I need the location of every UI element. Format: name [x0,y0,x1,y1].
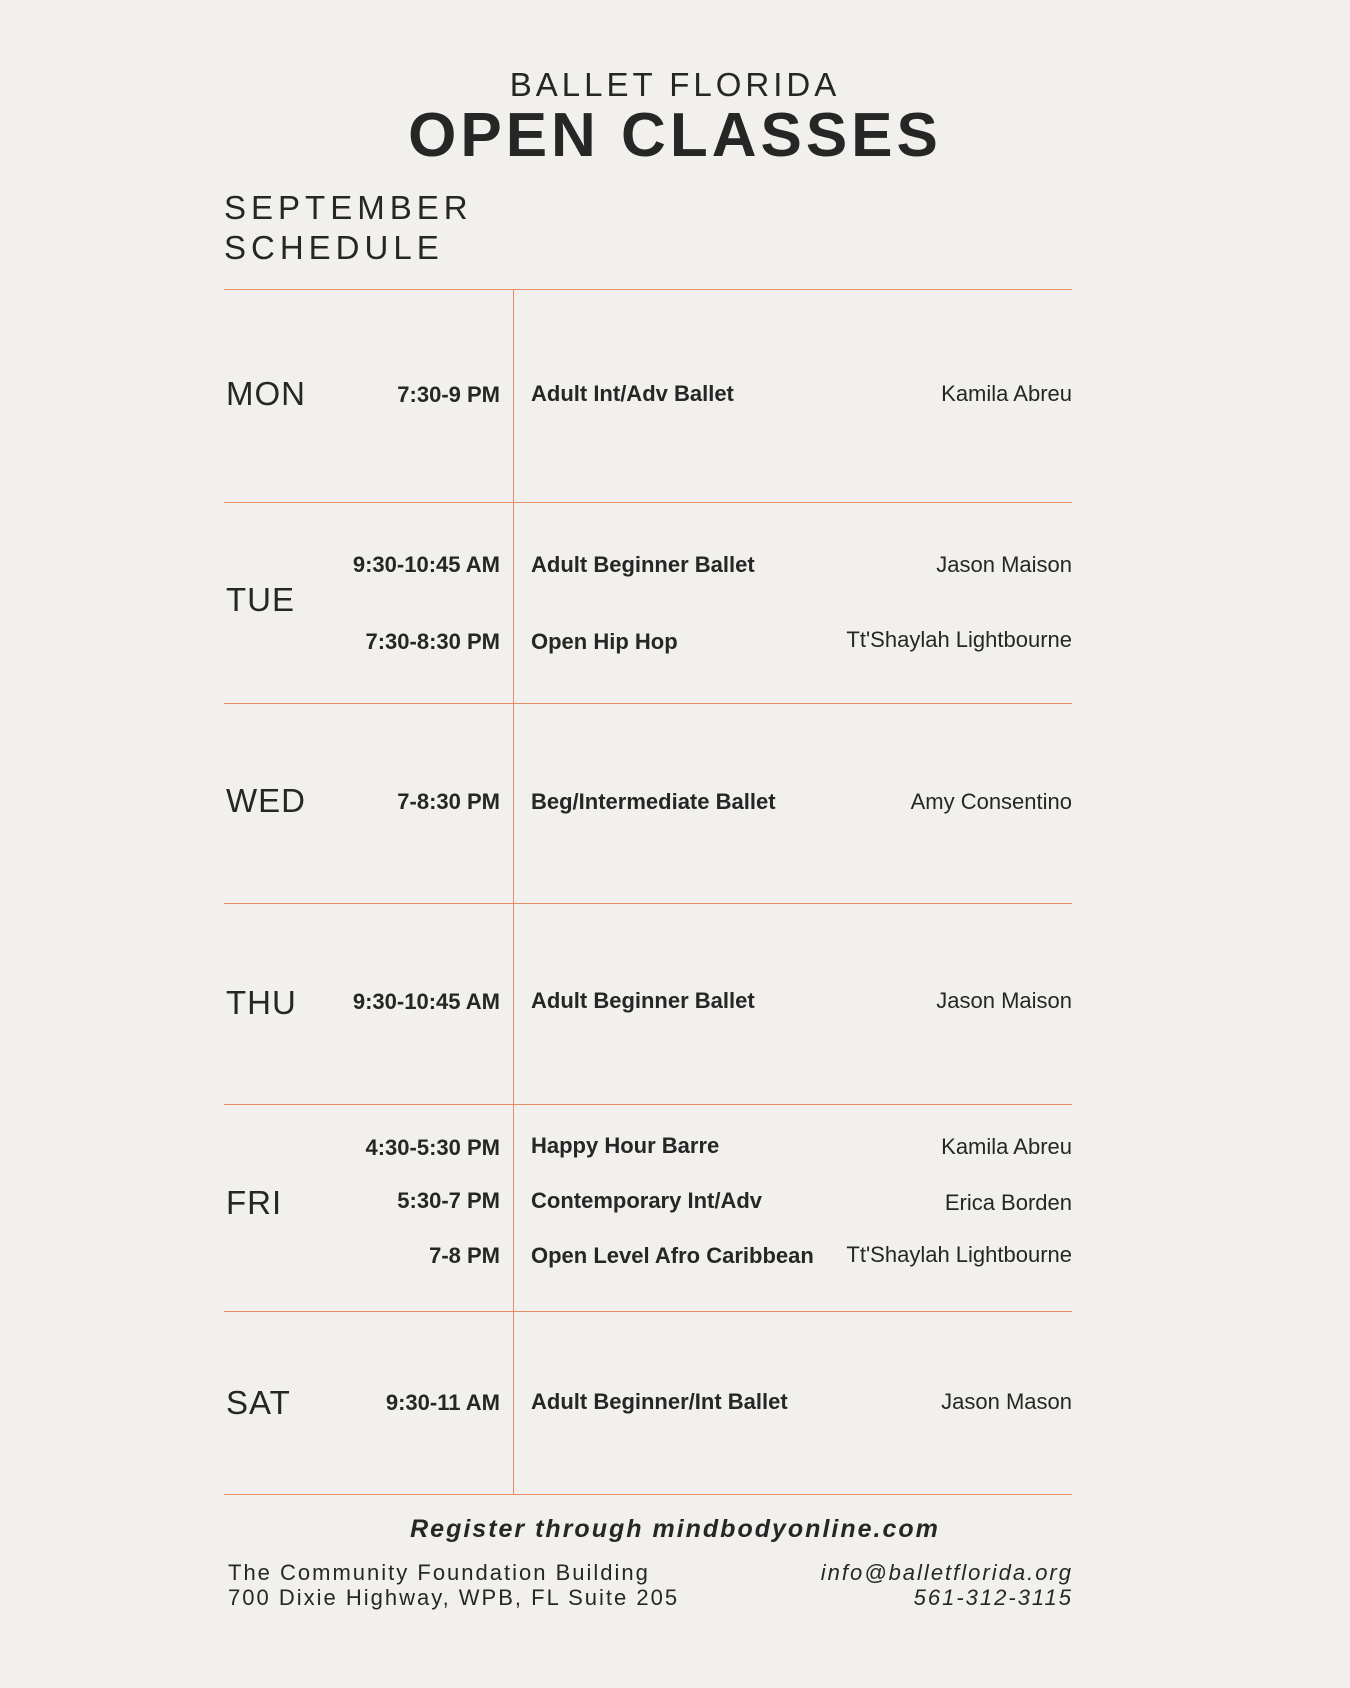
column-divider [513,289,514,1494]
class-instructor: Erica Borden [944,1190,1072,1215]
address-line-1: The Community Foundation Building [228,1560,650,1585]
org-name: BALLET FLORIDA [509,66,841,103]
class-instructor: Jason Mason [941,1389,1072,1414]
class-instructor: Amy Consentino [910,789,1072,814]
divider [224,1311,1072,1312]
email: info@balletflorida.org [820,1560,1073,1585]
class-instructor: Tt'Shaylah Lightbourne [846,627,1072,652]
day-label: WED [226,782,306,819]
day-label: FRI [226,1184,283,1221]
class-time: 7:30-8:30 PM [365,629,500,654]
class-name: Adult Beginner/Int Ballet [531,1389,788,1414]
address [228,1560,679,1610]
day-label: MON [226,375,306,412]
class-time: 7:30-9 PM [397,382,500,407]
divider [224,1104,1072,1105]
contact-info [821,1560,1073,1610]
divider [224,703,1072,704]
class-instructor: Jason Maison [936,988,1072,1013]
subtitle-schedule: SCHEDULE [224,229,444,266]
class-instructor: Kamila Abreu [941,381,1072,406]
class-instructor: Jason Maison [936,552,1072,577]
class-name: Adult Beginner Ballet [531,988,755,1013]
class-name: Happy Hour Barre [531,1133,720,1158]
class-instructor: Tt'Shaylah Lightbourne [846,1242,1072,1267]
class-time: 9:30-11 AM [385,1390,500,1415]
class-time: 9:30-10:45 AM [352,552,500,577]
class-name: Open Level Afro Caribbean [531,1243,814,1268]
page-title: OPEN CLASSES [408,101,942,170]
address-line-2: 700 Dixie Highway, WPB, FL Suite 205 [228,1585,680,1610]
divider [224,1494,1072,1495]
divider [224,903,1072,904]
class-name: Contemporary Int/Adv [531,1188,763,1213]
register-note: Register through mindbodyonline.com [410,1515,940,1543]
class-time: 5:30-7 PM [397,1188,500,1213]
class-name: Beg/Intermediate Ballet [531,789,776,814]
subtitle-month: SEPTEMBER [224,189,473,226]
class-time: 7-8 PM [429,1243,500,1268]
divider [224,502,1072,503]
day-label: SAT [226,1384,291,1421]
class-name: Open Hip Hop [531,629,678,654]
phone: 561-312-3115 [913,1585,1073,1610]
day-label: THU [226,984,297,1021]
schedule-subtitle [224,188,473,268]
divider [224,289,1072,290]
class-instructor: Kamila Abreu [941,1134,1072,1159]
class-time: 4:30-5:30 PM [365,1135,500,1160]
day-label: TUE [226,581,295,618]
class-time: 9:30-10:45 AM [352,989,500,1014]
class-time: 7-8:30 PM [397,789,500,814]
class-name: Adult Int/Adv Ballet [531,381,734,406]
class-name: Adult Beginner Ballet [531,552,755,577]
